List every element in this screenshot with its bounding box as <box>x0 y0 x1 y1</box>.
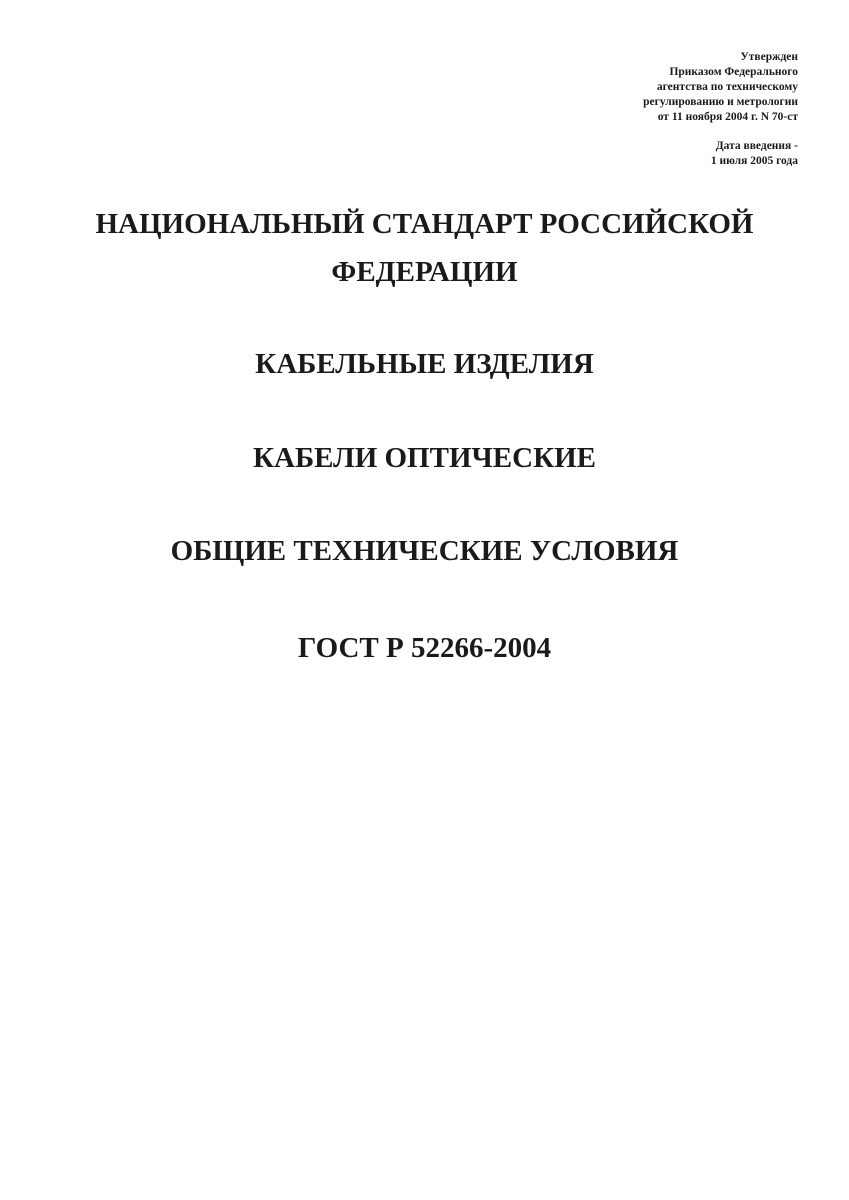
introduction-date-label: Дата введения - <box>715 140 798 152</box>
standard-code: ГОСТ Р 52266-2004 <box>297 632 552 664</box>
document-title <box>0 200 849 296</box>
approval-line: агентства по техническому <box>656 81 798 93</box>
introduction-date-block <box>643 139 798 169</box>
subtitle-general-specifications: ОБЩИЕ ТЕХНИЧЕСКИЕ УСЛОВИЯ <box>170 535 679 567</box>
approval-line: Приказом Федерального <box>669 66 798 78</box>
document-title-line: ФЕДЕРАЦИИ <box>331 256 518 288</box>
introduction-date-value: 1 июля 2005 года <box>710 155 798 167</box>
subtitle-optical-cables: КАБЕЛИ ОПТИЧЕСКИЕ <box>252 442 597 474</box>
approval-line: от 11 ноября 2004 г. N 70-ст <box>657 111 798 123</box>
subtitle-cable-products: КАБЕЛЬНЫЕ ИЗДЕЛИЯ <box>255 348 594 380</box>
approval-block <box>643 50 798 169</box>
approval-line: регулированию и метрологии <box>643 96 798 108</box>
document-title-line: НАЦИОНАЛЬНЫЙ СТАНДАРТ РОССИЙСКОЙ <box>95 208 754 240</box>
approval-line: Утвержден <box>740 51 798 63</box>
